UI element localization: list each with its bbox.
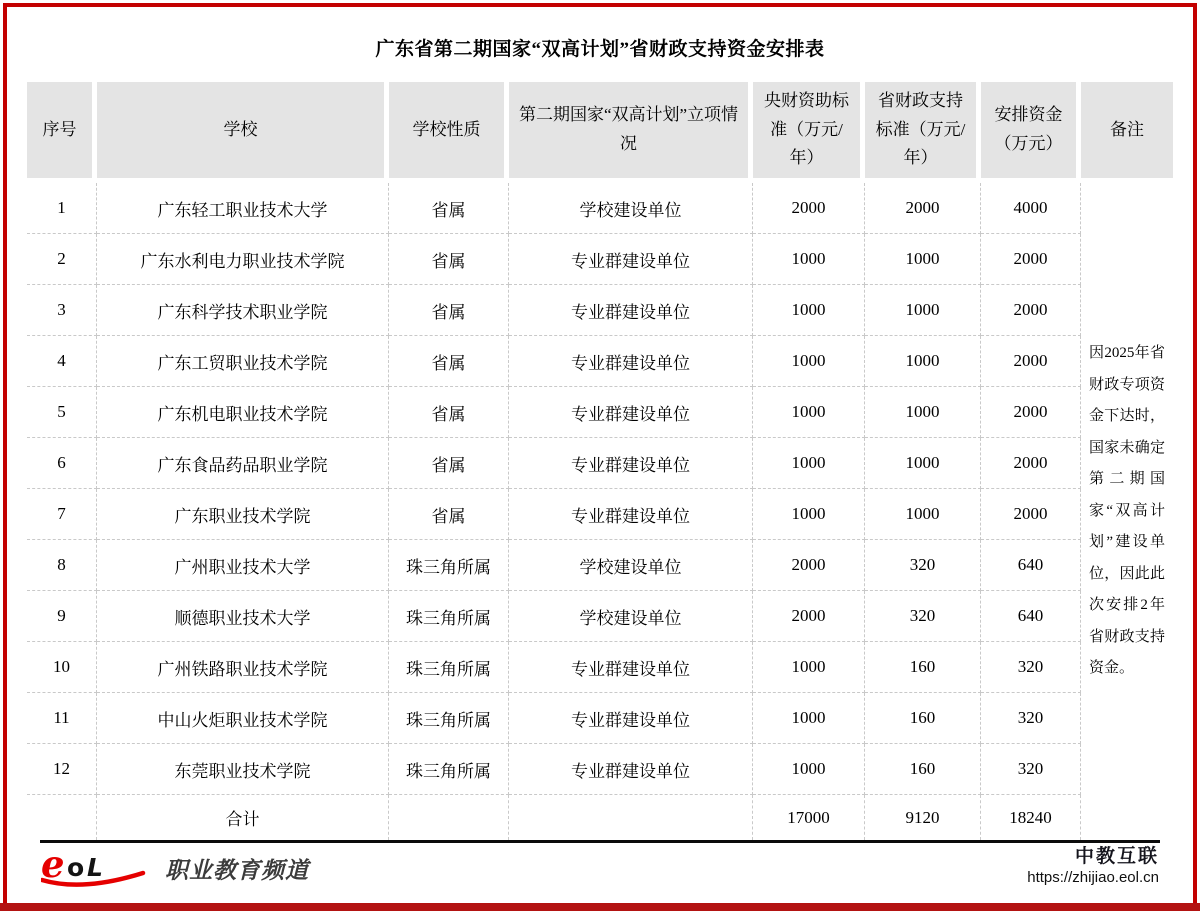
footer [27,843,1173,887]
cell-arranged: 640 [981,591,1081,642]
cell-no: 4 [27,336,97,387]
cell-central: 2000 [753,540,865,591]
table-row [27,591,1173,642]
col-header-no: 序号 [27,82,97,183]
cell-provincial: 2000 [865,183,981,234]
total-central: 17000 [753,795,865,840]
cell-provincial: 160 [865,693,981,744]
cell-nature: 省属 [389,336,509,387]
footer-right [1027,845,1159,888]
cell-nature: 珠三角所属 [389,540,509,591]
cell-central: 1000 [753,285,865,336]
svg-text:e: e [41,845,65,886]
table-row [27,234,1173,285]
cell-no: 6 [27,438,97,489]
cell-arranged: 2000 [981,438,1081,489]
total-empty-status [509,795,753,840]
cell-central: 1000 [753,438,865,489]
eol-logo [41,846,309,888]
cell-arranged: 320 [981,693,1081,744]
page-title: 广东省第二期国家“双高计划”省财政支持资金安排表 [375,39,825,60]
cell-school: 广东食品药品职业学院 [97,438,389,489]
cell-remark: 因2025年省财政专项资金下达时，国家未确定第二期国家“双高计划”建设单位，因此此次安排2年省财政支持资金。 [1089,345,1165,677]
cell-central: 1000 [753,234,865,285]
cell-status: 专业群建设单位 [509,387,753,438]
cell-school: 广东工贸职业技术学院 [97,336,389,387]
table-row [27,693,1173,744]
col-header-nature: 学校性质 [389,82,509,183]
cell-no: 9 [27,591,97,642]
cell-status: 学校建设单位 [509,591,753,642]
cell-central: 1000 [753,336,865,387]
cell-school: 中山火炬职业技术学院 [97,693,389,744]
cell-arranged: 2000 [981,234,1081,285]
page-content [7,7,1193,887]
cell-school: 广东科学技术职业学院 [97,285,389,336]
cell-nature: 省属 [389,489,509,540]
cell-status: 专业群建设单位 [509,336,753,387]
cell-provincial: 320 [865,591,981,642]
table-row [27,285,1173,336]
cell-nature: 省属 [389,183,509,234]
cell-provincial: 1000 [865,285,981,336]
cell-central: 2000 [753,183,865,234]
cell-no: 7 [27,489,97,540]
col-header-central: 央财资助标准（万元/年） [753,82,865,183]
total-label: 合计 [97,795,389,840]
cell-nature: 省属 [389,438,509,489]
cell-arranged: 2000 [981,387,1081,438]
eol-logo-icon [41,846,159,888]
cell-no: 8 [27,540,97,591]
col-header-status: 第二期国家“双高计划”立项情况 [509,82,753,183]
footer-url: https://zhijiao.eol.cn [1027,869,1159,886]
cell-nature: 珠三角所属 [389,591,509,642]
cell-central: 1000 [753,744,865,795]
cell-status: 学校建设单位 [509,183,753,234]
cell-provincial: 1000 [865,489,981,540]
total-row [27,795,1173,840]
table-row [27,183,1173,234]
funding-table [27,82,1173,840]
col-header-provincial: 省财政支持标准（万元/年） [865,82,981,183]
cell-status: 专业群建设单位 [509,489,753,540]
header-row [27,82,1173,183]
table-row [27,540,1173,591]
table-row [27,336,1173,387]
cell-provincial: 1000 [865,438,981,489]
svg-text:o: o [67,852,85,882]
cell-status: 专业群建设单位 [509,744,753,795]
cell-no: 10 [27,642,97,693]
cell-status: 专业群建设单位 [509,285,753,336]
cell-nature: 珠三角所属 [389,642,509,693]
cell-arranged: 2000 [981,285,1081,336]
logo-channel-text: 职业教育频道 [165,856,309,883]
cell-provincial: 1000 [865,234,981,285]
cell-school: 广东职业技术学院 [97,489,389,540]
cell-status: 专业群建设单位 [509,234,753,285]
cell-nature: 省属 [389,387,509,438]
cell-status: 学校建设单位 [509,540,753,591]
cell-arranged: 2000 [981,489,1081,540]
page-frame [3,3,1197,911]
col-header-arranged: 安排资金（万元） [981,82,1081,183]
cell-school: 广东轻工职业技术大学 [97,183,389,234]
cell-central: 1000 [753,387,865,438]
cell-status: 专业群建设单位 [509,642,753,693]
cell-status: 专业群建设单位 [509,438,753,489]
total-empty-no [27,795,97,840]
table-row [27,489,1173,540]
cell-provincial: 1000 [865,336,981,387]
cell-central: 1000 [753,693,865,744]
cell-nature: 省属 [389,234,509,285]
bottom-red-bar [0,903,1200,911]
cell-school: 东莞职业技术学院 [97,744,389,795]
cell-nature: 省属 [389,285,509,336]
total-arranged: 18240 [981,795,1081,840]
cell-arranged: 320 [981,642,1081,693]
cell-central: 1000 [753,642,865,693]
total-provincial: 9120 [865,795,981,840]
table-row [27,642,1173,693]
cell-provincial: 160 [865,744,981,795]
table-row [27,438,1173,489]
cell-central: 1000 [753,489,865,540]
cell-status: 专业群建设单位 [509,693,753,744]
cell-school: 广州职业技术大学 [97,540,389,591]
footer-company: 中教互联 [1074,846,1159,868]
col-header-school: 学校 [97,82,389,183]
cell-nature: 珠三角所属 [389,693,509,744]
svg-text:L: L [87,852,103,882]
cell-school: 顺德职业技术大学 [97,591,389,642]
cell-no: 2 [27,234,97,285]
cell-provincial: 320 [865,540,981,591]
cell-provincial: 160 [865,642,981,693]
cell-school: 广东水利电力职业技术学院 [97,234,389,285]
cell-no: 1 [27,183,97,234]
cell-no: 12 [27,744,97,795]
cell-no: 3 [27,285,97,336]
cell-school: 广州铁路职业技术学院 [97,642,389,693]
cell-provincial: 1000 [865,387,981,438]
cell-no: 11 [27,693,97,744]
table-row [27,387,1173,438]
cell-no: 5 [27,387,97,438]
cell-nature: 珠三角所属 [389,744,509,795]
cell-school: 广东机电职业技术学院 [97,387,389,438]
table-body [27,183,1173,840]
total-empty-nature [389,795,509,840]
cell-central: 2000 [753,591,865,642]
cell-arranged: 2000 [981,336,1081,387]
col-header-remark: 备注 [1081,82,1173,183]
cell-arranged: 640 [981,540,1081,591]
cell-arranged: 4000 [981,183,1081,234]
cell-arranged: 320 [981,744,1081,795]
table-row [27,744,1173,795]
